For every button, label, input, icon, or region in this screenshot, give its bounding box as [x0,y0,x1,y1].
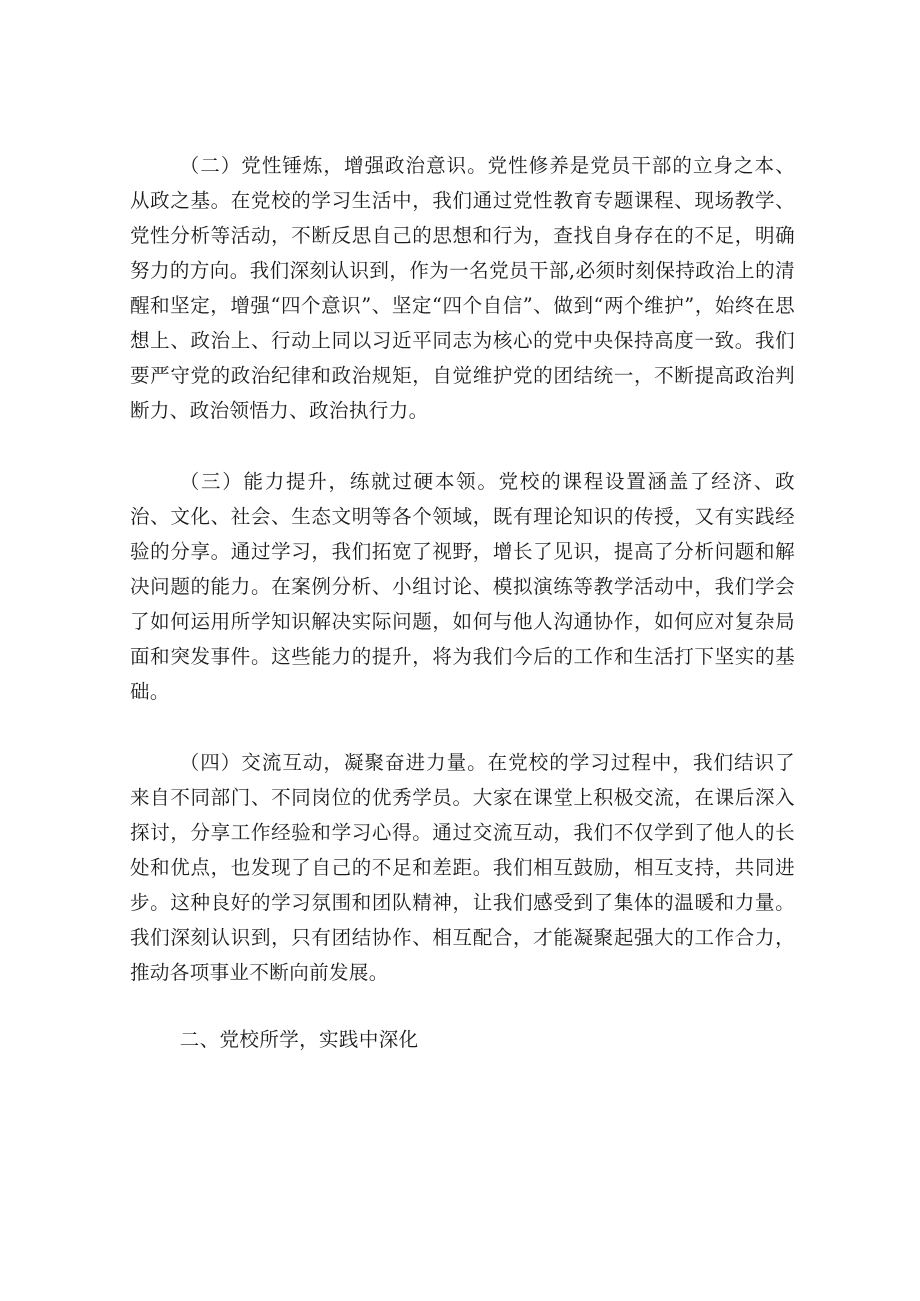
paragraph-ability-improvement: （三）能力提升，练就过硬本领。党校的课程设置涵盖了经济、政治、文化、社会、生态文明等各个领域，既有理论知识的传授，又有实践经验的分享。通过学习，我们拓宽了视野，增长了见识，提高了分析问题和解决问题的能力。在案例分析、小组讨论、模拟演练等教学活动中，我们学会了如何运用所学知识解决实际问题，如何与他人沟通协作，如何应对复杂局面和突发事件。这些能力的提升，将为我们今后的工作和生活打下坚实的基础。 [130,470,795,703]
paragraph-party-spirit: （二）党性锤炼，增强政治意识。党性修养是党员干部的立身之本、从政之基。在党校的学习生活中，我们通过党性教育专题课程、现场教学、党性分析等活动，不断反思自己的思想和行为，查找自身存在的不足，明确努力的方向。我们深刻认识到，作为一名党员干部,必须时刻保持政治上的清醒和坚定，增强“四个意识”、坚定“四个自信”、做到“两个维护”，始终在思想上、政治上、行动上同以习近平同志为核心的党中央保持高度一致。我们要严守党的政治纪律和政治规矩，自觉维护党的团结统一，不断提高政治判断力、政治领悟力、政治执行力。 [130,154,795,422]
section-heading: 二、党校所学，实践中深化 [179,1028,419,1051]
paragraph-exchange-interaction: （四）交流互动，凝聚奋进力量。在党校的学习过程中，我们结识了来自不同部门、不同岗位的优秀学员。大家在课堂上积极交流，在课后深入探讨，分享工作经验和学习心得。通过交流互动，我们不仅学到了他人的长处和优点，也发现了自己的不足和差距。我们相互鼓励，相互支持，共同进步。这种良好的学习氛围和团队精神，让我们感受到了集体的温暖和力量。我们深刻认识到，只有团结协作、相互配合，才能凝聚起强大的工作合力，推动各项事业不断向前发展。 [130,751,795,984]
document-body [130,148,795,1057]
